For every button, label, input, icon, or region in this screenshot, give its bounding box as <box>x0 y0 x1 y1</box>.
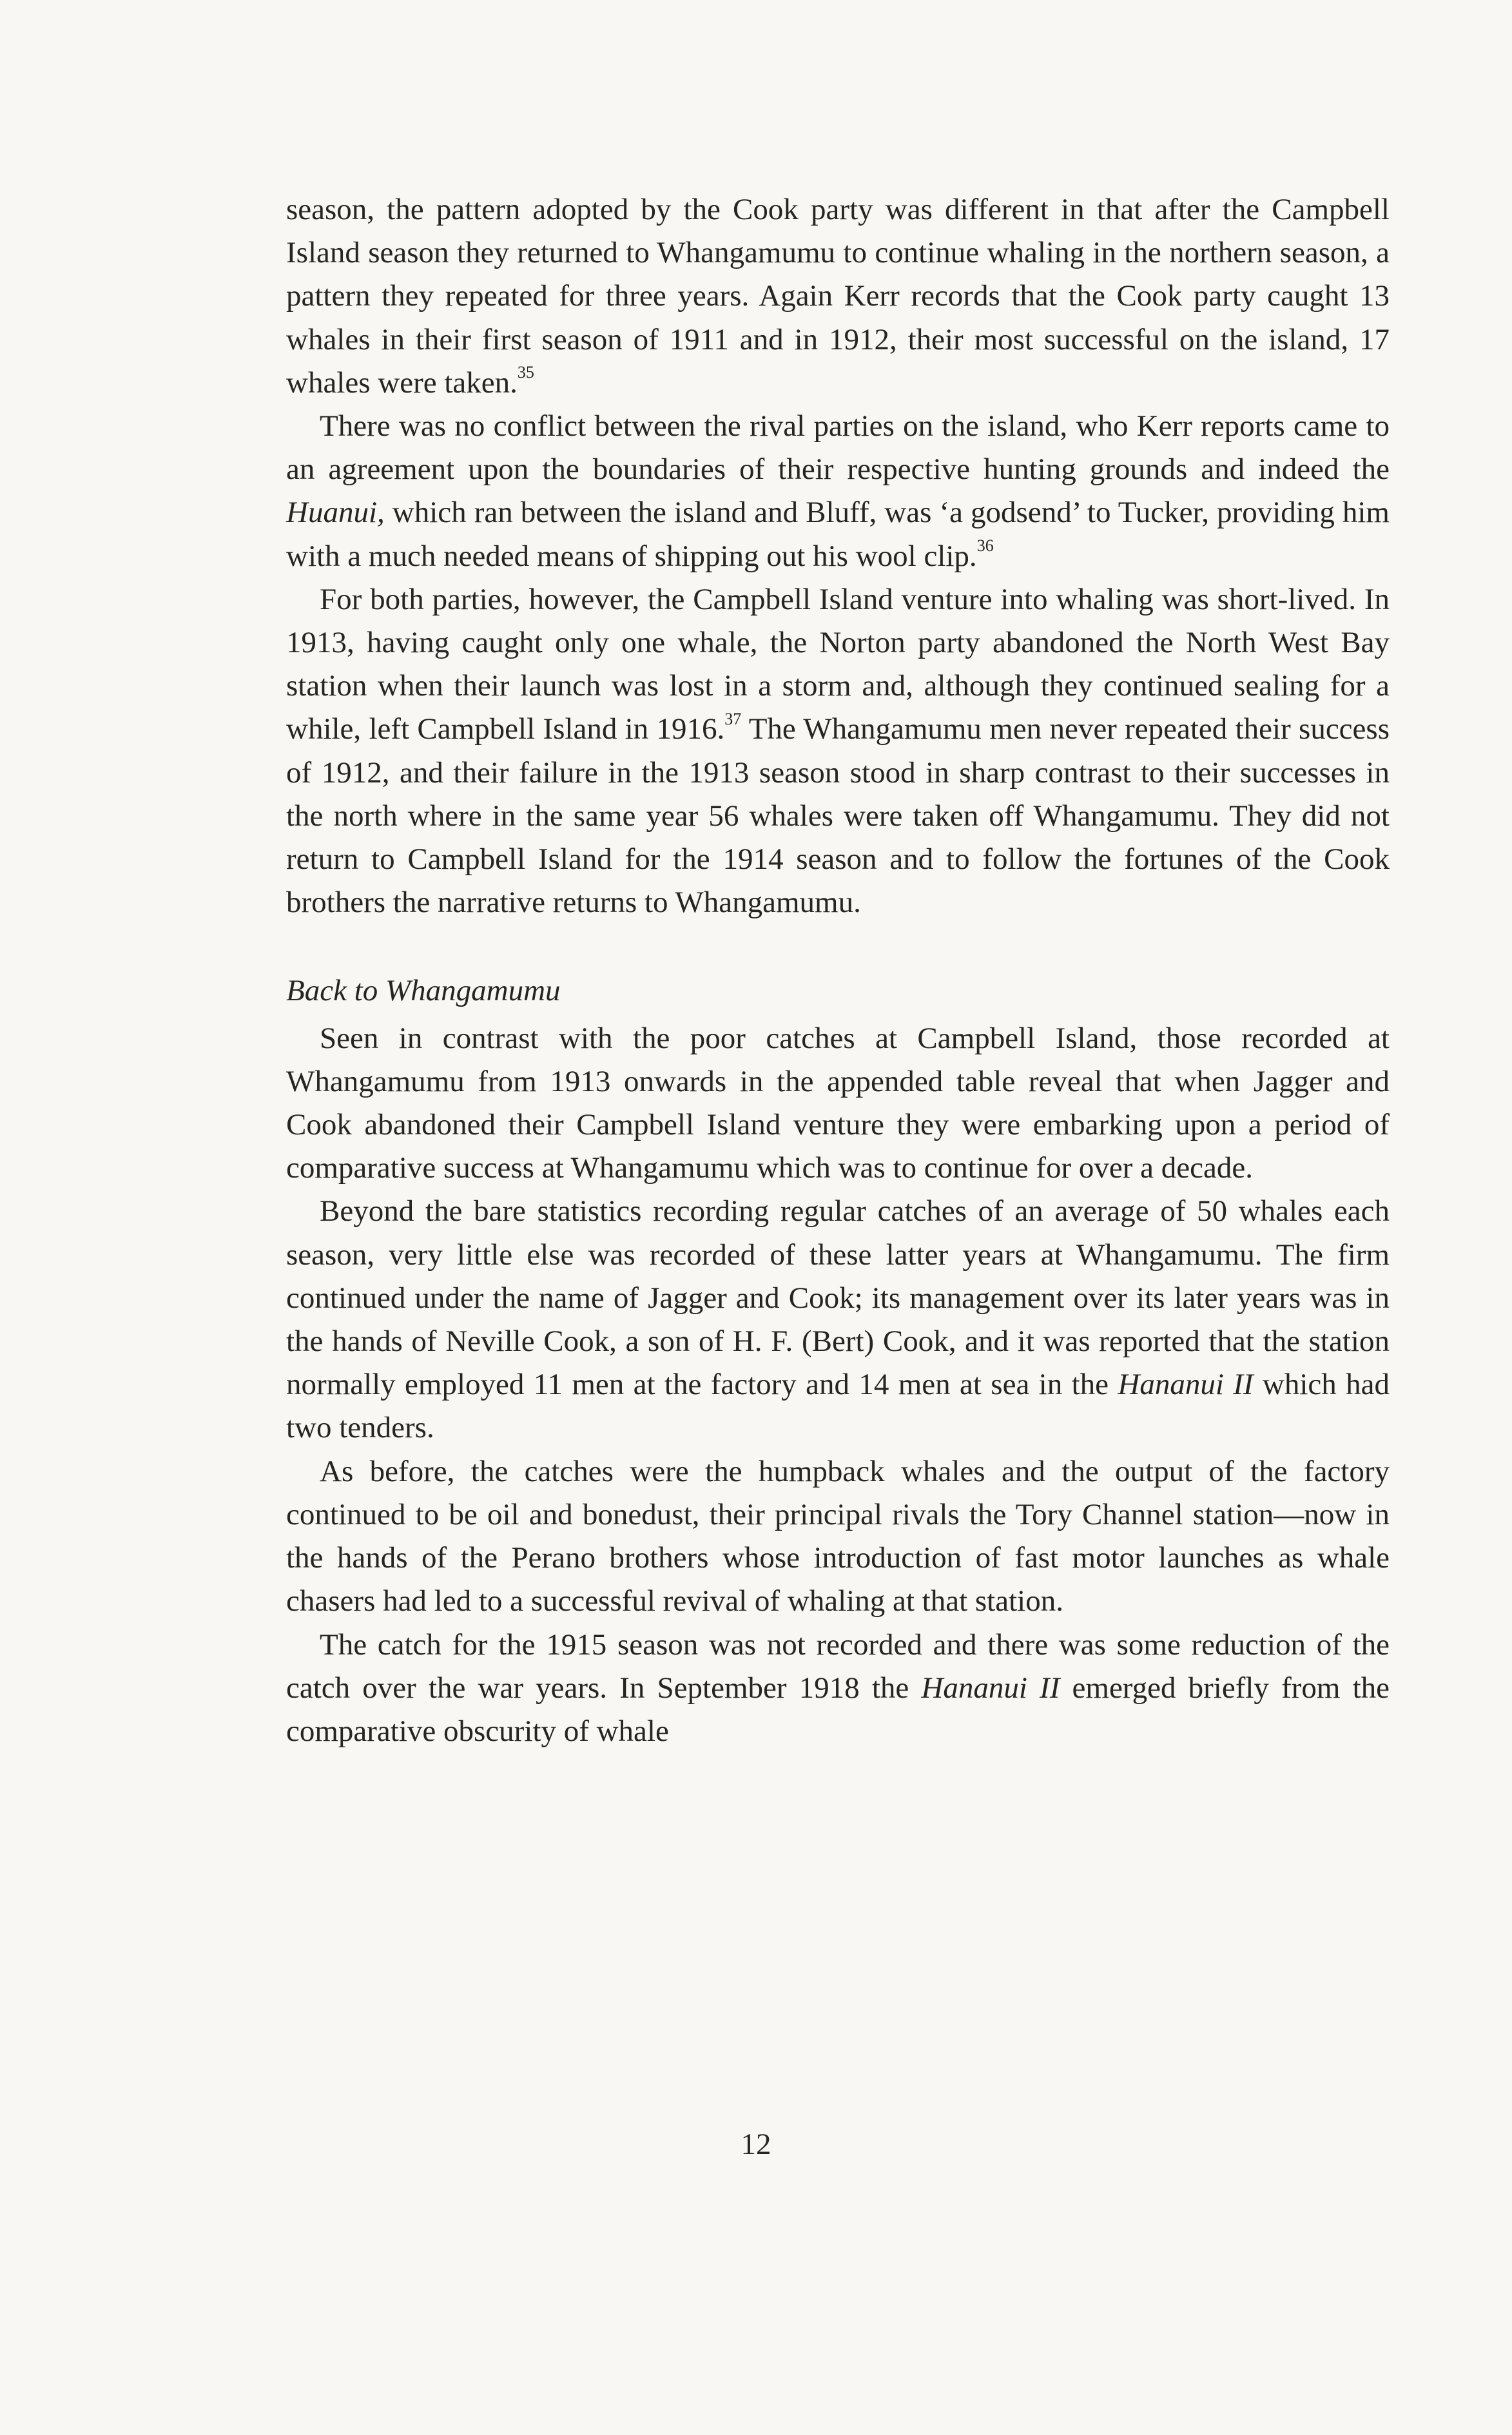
paragraph-2 <box>286 405 1390 578</box>
ship-name-hananui-ii: Hananui II <box>1118 1368 1254 1402</box>
paragraph-3-text-a: For both parties, however, the Campbell Island venture into whaling was short-lived. In 1913, having caught only one whale, the Norton party abandoned the North West Bay station when their launch was lost in a storm and, although they continued sealing for a while, left Campbell Island in 1916. <box>286 582 1390 746</box>
paragraph-3 <box>286 578 1390 925</box>
paragraph-5-text-b: which had two tenders. <box>286 1368 1390 1445</box>
paragraph-4 <box>286 1017 1390 1190</box>
section-heading: Back to Whangamumu <box>286 974 561 1008</box>
paragraph-4-text: Seen in contrast with the poor catches at Campbell Island, those recorded at Whangamumu from 1913 onwards in the appended table reveal that when Jagger and Cook abandoned their Campbell Island venture they were embarking upon a period of comparative success at Whangamumu which was to continue for over a decade. <box>286 1021 1390 1185</box>
page-number: 12 <box>741 2128 771 2161</box>
paragraph-6 <box>286 1450 1390 1624</box>
paragraph-3-text-b: The Whangamumu men never repeated their success of 1912, and their failure in the 1913 season stood in sharp contrast to their successes in the north where in the same year 56 whales were taken off Whangamumu. They did not return to Campbell Island for the 1914 season and to follow the fortunes of the Cook brothers the narrative returns to Whangamumu. <box>286 712 1390 920</box>
paragraph-1 <box>286 188 1390 405</box>
paragraph-5-text-a: Beyond the bare statistics recording regular catches of an average of 50 whales each season, very little else was recorded of these latter years at Whangamumu. The firm continued under the name of Jagger and Cook; its management over its later years was in the hands of Neville Cook, a son of H. F. (Bert) Cook, and it was reported that the station normally employed 11 men at the factory and 14 men at sea in the <box>286 1194 1390 1402</box>
paragraph-6-text: As before, the catches were the humpback whales and the output of the factory continued to be oil and bonedust, their principal rivals the Tory Channel station—now in the hands of the Perano brothers whose introduction of fast motor launches as whale chasers had led to a successful revival of whaling at that station. <box>286 1454 1390 1618</box>
paragraph-2-text-a: There was no conflict between the rival parties on the island, who Kerr reports came to an agreement upon the boundaries of their respective hunting grounds and indeed the <box>286 409 1390 487</box>
paragraph-2-text-b: which ran between the island and Bluff, was ‘a godsend’ to Tucker, providing him with a much needed means of shipping out his wool clip. <box>286 496 1390 573</box>
body-text <box>286 188 1390 1753</box>
paragraph-7-text-a: The catch for the 1915 season was not recorded and there was some reduction of the catch over the war years. In September 1918 the <box>286 1627 1390 1705</box>
paragraph-1-text: season, the pattern adopted by the Cook party was different in that after the Campbell Island season they returned to Whangamumu to continue whaling in the northern season, a pattern they repeated for three years. Again Kerr records that the Cook party caught 13 whales in their first season of 1911 and in 1912, their most successful on the island, 17 whales were taken. <box>286 193 1390 400</box>
footnote-ref-37: 37 <box>724 709 742 728</box>
ship-name-hananui-ii: Hananui II <box>921 1671 1060 1705</box>
footnote-ref-35: 35 <box>517 363 534 382</box>
ship-name-huanui: Huanui, <box>286 496 385 530</box>
footnote-ref-36: 36 <box>976 536 994 555</box>
paragraph-5 <box>286 1190 1390 1450</box>
paragraph-7 <box>286 1624 1390 1754</box>
paragraph-7-text-b: emerged briefly from the comparative obscurity of whale <box>286 1671 1390 1748</box>
